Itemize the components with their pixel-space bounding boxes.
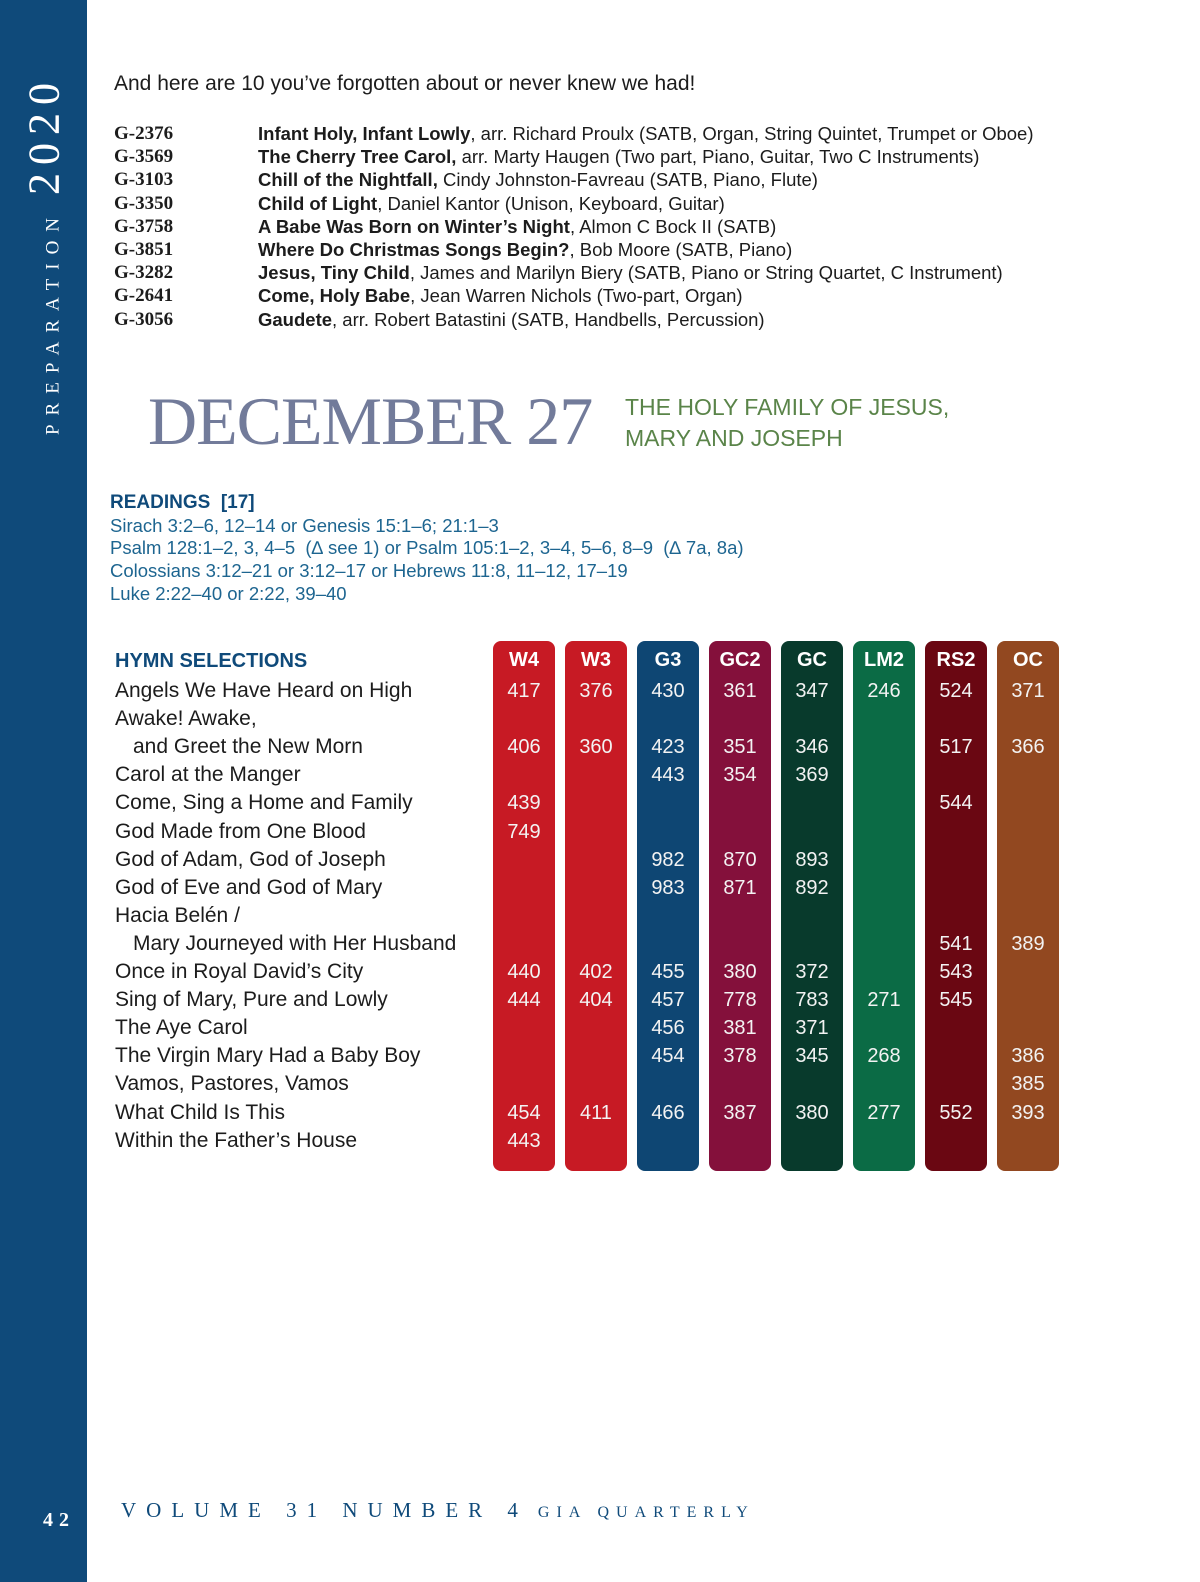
catalog-code: G-3569: [114, 146, 174, 168]
hymn-title: Come, Sing a Home and Family: [115, 791, 413, 815]
catalog-description: [258, 215, 1034, 238]
hymn-number: 439: [507, 792, 541, 815]
hymn-number: 389: [1011, 932, 1045, 955]
catalog-description: [258, 192, 1034, 215]
hymn-title: God Made from One Blood: [115, 819, 366, 843]
sidebar-year: 2020: [19, 74, 69, 195]
catalog-code: G-3056: [114, 308, 174, 330]
reading-line: Luke 2:22–40 or 2:22, 39–40: [110, 582, 347, 604]
hymn-number: 456: [651, 1017, 685, 1040]
hymn-number: 543: [939, 961, 973, 983]
hymn-number: 544: [939, 792, 973, 815]
catalog-item: [114, 261, 1034, 284]
hymn-number: 749: [507, 820, 541, 843]
hymn-number: 517: [939, 736, 973, 759]
hymn-number: 443: [651, 764, 685, 787]
hymn-number: 277: [867, 1101, 901, 1124]
hymn-number: 893: [795, 848, 829, 871]
catalog-description: [258, 284, 1034, 307]
catalog-title: Where Do Christmas Songs Begin?: [258, 239, 570, 261]
hymn-number: 366: [1011, 736, 1045, 759]
hymn-number: 455: [651, 961, 685, 983]
catalog-details: , Bob Moore (SATB, Piano): [569, 239, 793, 261]
hymn-number: 440: [507, 961, 541, 983]
hymn-number: 393: [1011, 1101, 1045, 1124]
hymn-number: 380: [723, 961, 757, 983]
hymn-number: 371: [1011, 680, 1045, 702]
catalog-details: , arr. Richard Proulx (SATB, Organ, String Quintet, Trumpet or Oboe): [470, 123, 1034, 144]
hymn-number: 457: [651, 989, 685, 1012]
hymn-number: 387: [723, 1101, 757, 1124]
reading-line: Colossians 3:12–21 or 3:12–17 or Hebrews 11:8, 11–12, 17–19: [110, 560, 628, 582]
hymn-number: 443: [507, 1129, 541, 1152]
hymn-number: 545: [939, 989, 973, 1012]
hymn-number: 354: [723, 764, 757, 787]
hymn-number: 402: [579, 961, 613, 983]
hymn-title: Awake! Awake,: [115, 707, 257, 731]
hymn-number: 381: [723, 1017, 757, 1040]
catalog-item: [114, 192, 1034, 215]
catalog-item: [114, 168, 1034, 191]
hymn-title: and Greet the New Morn: [133, 735, 363, 759]
hymn-number: 361: [723, 680, 757, 702]
intro-text: And here are 10 you’ve forgotten about or never knew we had!: [114, 72, 696, 95]
catalog-title: Come, Holy Babe: [258, 285, 411, 307]
sidebar-section-word: PREPARATION: [42, 208, 64, 436]
hymnal-column-header: LM2: [864, 649, 904, 671]
hymn-number: 871: [723, 876, 757, 899]
hymn-title: The Virgin Mary Had a Baby Boy: [115, 1044, 421, 1068]
catalog-details: , Almon C Bock II (SATB): [569, 215, 777, 237]
catalog-title: Child of Light: [258, 192, 378, 214]
catalog-code: G-3350: [114, 192, 174, 214]
catalog-details: , James and Marilyn Biery (SATB, Piano or String Quartet, C Instrument): [409, 262, 1003, 284]
date-heading: DECEMBER 27: [148, 383, 593, 459]
hymn-title: Carol at the Manger: [115, 763, 301, 787]
catalog-details: , Daniel Kantor (Unison, Keyboard, Guitar): [377, 192, 725, 214]
catalog-item: [114, 215, 1034, 238]
catalog-description: [258, 145, 1034, 168]
hymn-title: Sing of Mary, Pure and Lowly: [115, 988, 388, 1012]
catalog-code: G-3758: [114, 215, 174, 237]
hymnal-column-header: GC2: [719, 649, 761, 671]
hymn-number: 271: [867, 989, 901, 1012]
hymn-number: 423: [651, 736, 685, 759]
catalog-item: [114, 308, 1034, 331]
feast-title: [625, 392, 949, 454]
hymn-title: The Aye Carol: [115, 1016, 248, 1040]
hymn-number: 783: [795, 989, 829, 1012]
reading-line: Sirach 3:2–6, 12–14 or Genesis 15:1–6; 21:1–3: [110, 514, 499, 536]
hymnal-column-oc: [997, 641, 1059, 1171]
hymnal-column-header: G3: [654, 649, 682, 671]
catalog-code: G-3851: [114, 239, 174, 261]
hymn-number: 268: [867, 1045, 901, 1068]
catalog-details: Cindy Johnston-Favreau (SATB, Piano, Flute): [437, 169, 818, 191]
catalog-title: Jesus, Tiny Child: [258, 262, 410, 284]
hymn-number: 246: [867, 680, 901, 702]
hymn-number: 444: [507, 989, 541, 1012]
hymn-number: 376: [579, 680, 613, 702]
reading-line: Psalm 128:1–2, 3, 4–5 (∆ see 1) or Psalm 105:1–2, 3–4, 5–6, 8–9 (∆ 7a, 8a): [110, 537, 744, 559]
catalog-details: , Jean Warren Nichols (Two-part, Organ): [410, 285, 743, 307]
hymn-title: What Child Is This: [115, 1100, 285, 1124]
hymnal-column-gc2: [709, 641, 771, 1171]
hymn-title: Angels We Have Heard on High: [115, 679, 413, 702]
catalog-title: The Cherry Tree Carol,: [258, 146, 457, 168]
hymnal-column-w3: [565, 641, 627, 1171]
footer-publication: GIA QUARTERLY: [537, 1504, 755, 1521]
catalog-item: [114, 122, 1034, 145]
hymn-number: 417: [507, 680, 541, 702]
hymn-number: 351: [723, 736, 757, 759]
catalog-description: [258, 308, 1034, 331]
hymn-number: 378: [723, 1045, 757, 1068]
catalog-title: A Babe Was Born on Winter’s Night: [258, 215, 570, 237]
hymn-number: 372: [795, 961, 829, 983]
hymn-number: 983: [651, 876, 685, 899]
sidebar-band: [0, 0, 87, 1582]
hymn-number: 466: [651, 1101, 685, 1124]
hymn-title: Vamos, Pastores, Vamos: [115, 1072, 349, 1096]
catalog-title: Gaudete: [258, 308, 333, 330]
hymn-number: 870: [723, 848, 757, 871]
catalog-code: G-2376: [114, 123, 174, 144]
hymnal-column-lm2: [853, 641, 915, 1171]
hymn-number: 454: [651, 1045, 685, 1068]
hymn-title: Hacia Belén /: [115, 903, 240, 927]
hymn-number: 406: [507, 736, 541, 759]
footer-volume: VOLUME 31 NUMBER 4: [121, 1498, 528, 1522]
hymn-number: 778: [723, 989, 757, 1012]
hymn-number: 386: [1011, 1045, 1045, 1068]
catalog-code: G-2641: [114, 285, 174, 307]
catalog-details: arr. Marty Haugen (Two part, Piano, Guitar, Two C Instruments): [456, 146, 980, 168]
hymn-title: God of Eve and God of Mary: [115, 875, 383, 899]
hymn-title: Once in Royal David’s City: [115, 960, 364, 983]
feast-title-line-1: THE HOLY FAMILY OF JESUS,: [625, 394, 950, 420]
hymn-number: 360: [579, 736, 613, 759]
hymn-title: Mary Journeyed with Her Husband: [133, 931, 457, 955]
hymnal-column-header: RS2: [936, 649, 976, 671]
catalog-item: [114, 284, 1034, 307]
catalog-list: [114, 122, 1034, 331]
hymn-number: 454: [507, 1101, 541, 1124]
hymn-number: 385: [1011, 1073, 1045, 1096]
hymn-number: 524: [939, 680, 973, 702]
hymnal-column-g3: [637, 641, 699, 1171]
hymn-number: 380: [795, 1101, 829, 1124]
hymnal-column-header: W4: [509, 649, 539, 671]
sidebar-label: [19, 75, 70, 435]
hymnal-column-header: OC: [1013, 649, 1043, 671]
hymn-number: 892: [795, 876, 829, 899]
catalog-description: [258, 122, 1034, 145]
hymnal-column-rs2: [925, 641, 987, 1171]
readings-title: READINGS [17]: [110, 492, 255, 513]
hymn-title: Within the Father’s House: [115, 1128, 358, 1152]
catalog-description: [258, 261, 1034, 284]
hymnal-column-header: W3: [581, 649, 611, 671]
hymn-number: 345: [795, 1045, 829, 1068]
catalog-code: G-3103: [114, 169, 174, 191]
hymn-number: 369: [795, 764, 829, 787]
hymn-selections-title: HYMN SELECTIONS: [115, 650, 308, 672]
hymn-number: 430: [651, 680, 685, 702]
catalog-item: [114, 145, 1034, 168]
hymnal-column-header: GC: [797, 649, 827, 671]
hymnal-column-gc: [781, 641, 843, 1171]
catalog-details: , arr. Robert Batastini (SATB, Handbells, Percussion): [332, 308, 765, 330]
catalog-description: [258, 168, 1034, 191]
catalog-title: Chill of the Nightfall,: [258, 169, 438, 191]
catalog-title: Infant Holy, Infant Lowly: [258, 123, 471, 144]
hymn-number: 552: [939, 1101, 973, 1124]
hymn-number: 982: [651, 848, 685, 871]
catalog-item: [114, 238, 1034, 261]
hymn-number: 541: [939, 932, 973, 955]
catalog-code: G-3282: [114, 262, 174, 284]
hymn-number: 346: [795, 736, 829, 759]
hymn-number: 347: [795, 680, 829, 702]
hymn-number: 371: [795, 1017, 829, 1040]
hymn-number: 411: [580, 1101, 612, 1124]
hymn-number: 404: [579, 989, 613, 1012]
page-number: 42: [43, 1509, 75, 1531]
hymn-title: God of Adam, God of Joseph: [115, 847, 386, 871]
feast-title-line-2: MARY AND JOSEPH: [625, 425, 843, 451]
hymnal-column-w4: [493, 641, 555, 1171]
footer: [121, 1498, 755, 1523]
catalog-description: [258, 238, 1034, 261]
readings-section: [110, 492, 744, 606]
